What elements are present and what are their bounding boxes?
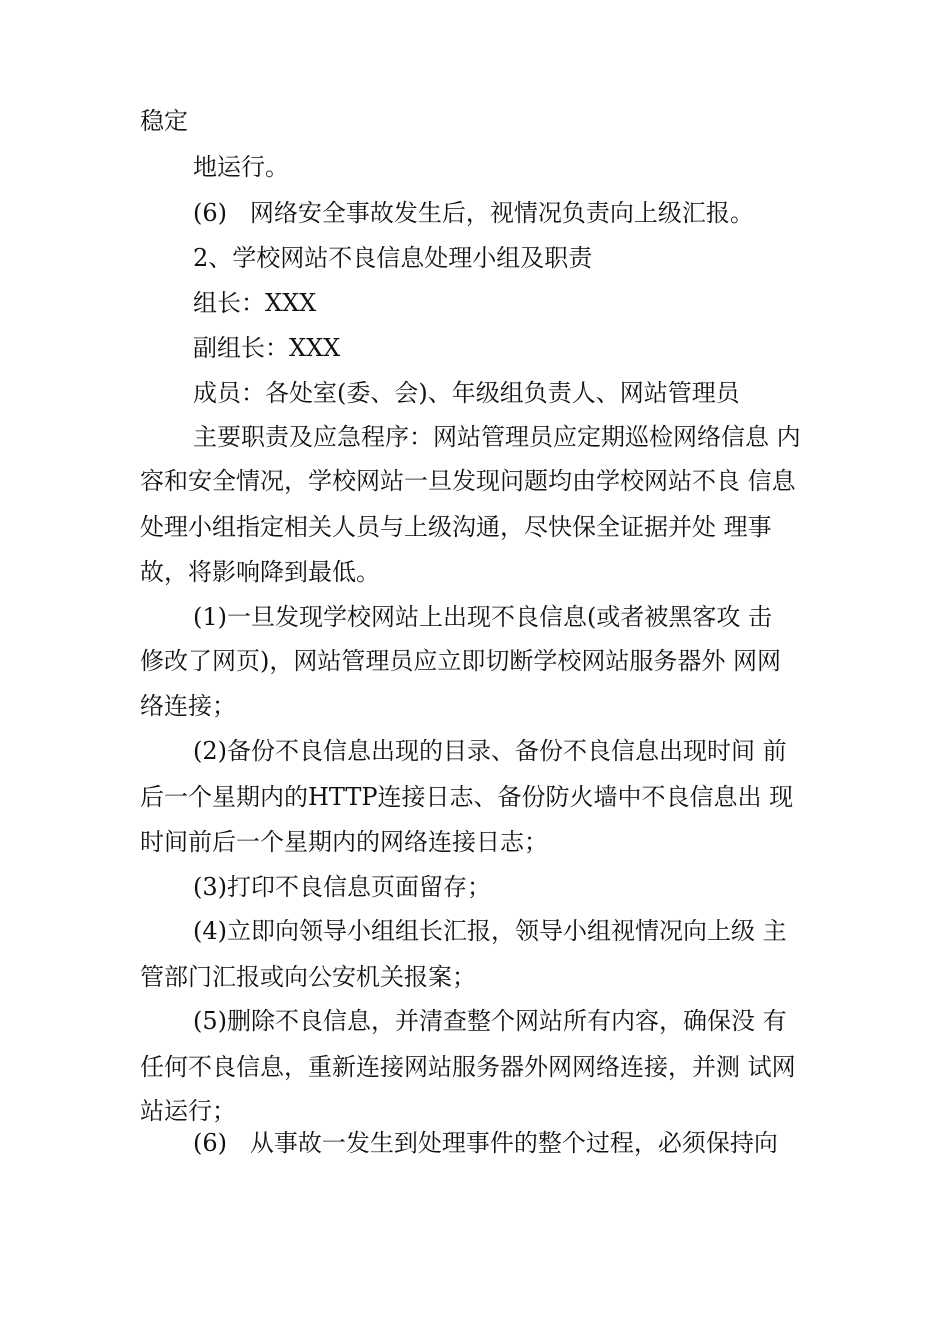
text-line: 时间前后一个星期内的网络连接日志；: [140, 828, 548, 856]
text-line: 主要职责及应急程序：网站管理员应定期巡检网络信息 内: [193, 423, 801, 451]
text-line: 副组长：XXX: [193, 334, 341, 362]
text-line: 稳定: [140, 107, 188, 135]
text-line: (4)立即向领导小组组长汇报，领导小组视情况向上级 主: [193, 917, 787, 945]
text-line: 组长：XXX: [193, 289, 317, 317]
text-line: (3)打印不良信息页面留存；: [193, 873, 491, 901]
text-line: (5)删除不良信息，并清查整个网站所有内容，确保没 有: [193, 1007, 787, 1035]
text-line: (2)备份不良信息出现的目录、备份不良信息出现时间 前: [193, 737, 787, 765]
text-line: 后一个星期内的HTTP连接日志、备份防火墙中不良信息出 现: [140, 783, 794, 811]
text-line: 处理小组指定相关人员与上级沟通，尽快保全证据并处 理事: [140, 513, 772, 541]
text-line: 故，将影响降到最低。: [140, 558, 380, 586]
text-line: 成员：各处室(委、会)、年级组负责人、网站管理员: [193, 379, 740, 407]
text-line: 修改了网页)，网站管理员应立即切断学校网站服务器外 网网: [140, 647, 781, 675]
section-heading: 2、学校网站不良信息处理小组及职责: [193, 244, 593, 272]
text-line: 地运行。: [193, 153, 289, 181]
text-line: 容和安全情况，学校网站一旦发现问题均由学校网站不良 信息: [140, 467, 796, 495]
text-line: 站运行；: [140, 1097, 236, 1125]
text-line: (6) 网络安全事故发生后，视情况负责向上级汇报。: [193, 199, 754, 227]
text-line: 任何不良信息，重新连接网站服务器外网网络连接，并测 试网: [140, 1053, 796, 1081]
text-line: (6) 从事故一发生到处理事件的整个过程，必须保持向: [193, 1129, 778, 1157]
text-line: 络连接；: [140, 692, 236, 720]
text-line: (1)一旦发现学校网站上出现不良信息(或者被黑客攻 击: [193, 603, 772, 631]
text-line: 管部门汇报或向公安机关报案；: [140, 963, 476, 991]
